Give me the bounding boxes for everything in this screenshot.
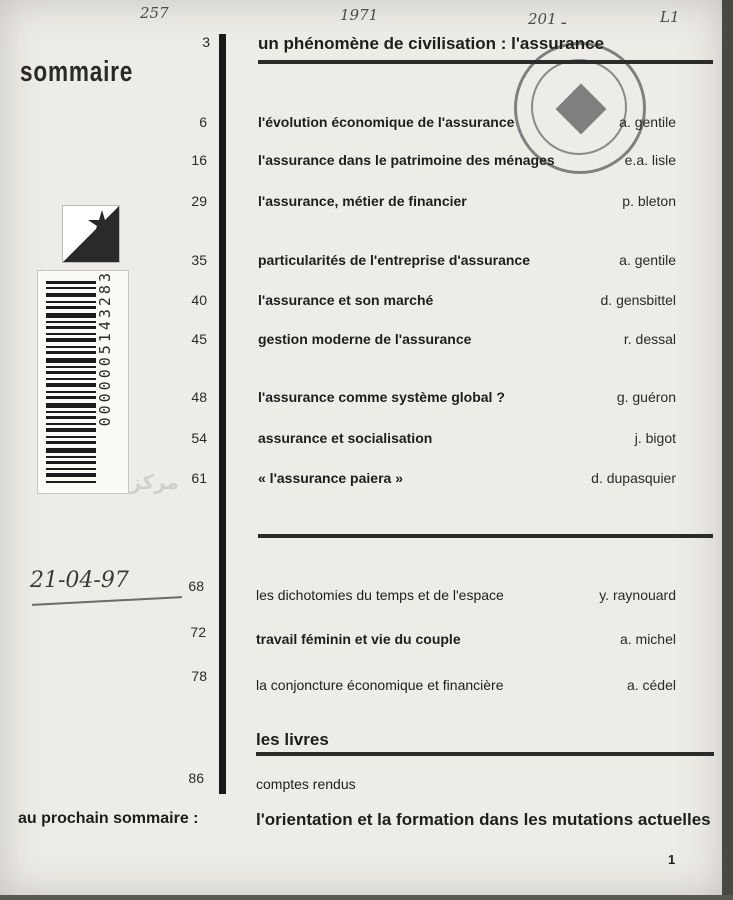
logo-star-icon	[87, 210, 117, 240]
headline-page-number: 3	[202, 34, 210, 50]
toc-page-number: 35	[191, 252, 207, 268]
library-barcode	[37, 270, 129, 494]
toc-entry-title: l'assurance comme système global ?	[258, 389, 505, 405]
toc-page-number: 6	[199, 114, 207, 130]
toc-entry-author: r. dessal	[623, 331, 676, 347]
toc-entry-title: travail féminin et vie du couple	[256, 631, 461, 647]
page-title: sommaire	[20, 56, 134, 88]
toc-entry-author: a. gentile	[619, 114, 676, 130]
books-heading: les livres	[256, 730, 329, 749]
toc-entry-title: l'assurance, métier de financier	[258, 193, 467, 209]
faint-stamp-text: ﻣﺮﻛﺰ	[130, 472, 179, 494]
toc-entry-author: e.a. lisle	[624, 152, 676, 168]
barcode-number: 0000005143283	[96, 270, 114, 427]
toc-page-number: 72	[190, 624, 206, 640]
toc-page-number: 48	[191, 389, 207, 405]
toc-entry-author: g. guéron	[616, 389, 676, 405]
section-rule	[258, 534, 713, 538]
handwritten-date: 21-04-97	[30, 568, 129, 593]
toc-page-number: 61	[191, 470, 207, 486]
vertical-divider	[219, 34, 226, 794]
publisher-logo	[62, 205, 120, 263]
scan-bottom-edge	[0, 895, 733, 900]
handwritten-code: L1	[660, 8, 680, 26]
toc-entry-author: a. michel	[619, 631, 676, 647]
headline-title: un phénomène de civilisation : l'assurance	[258, 34, 605, 53]
toc-entry-author: j. bigot	[634, 430, 676, 446]
toc-entry-title: gestion moderne de l'assurance	[258, 331, 472, 347]
toc-entry-author: a. gentile	[619, 252, 676, 268]
toc-page-number: 45	[191, 331, 207, 347]
handwritten-number-right: ـ 201	[528, 10, 566, 28]
headline-rule	[258, 60, 713, 64]
toc-entry-author: d. dupasquier	[591, 470, 676, 486]
toc-entry-title: « l'assurance paiera »	[258, 470, 403, 486]
books-page-number: 86	[188, 770, 204, 786]
toc-page-number: 68	[188, 578, 204, 594]
toc-page-number: 78	[191, 668, 207, 684]
toc-entry-title: l'assurance et son marché	[258, 292, 434, 308]
toc-page-number: 16	[191, 152, 207, 168]
toc-entry-title: l'évolution économique de l'assurance	[258, 114, 515, 130]
toc-entry-author: y. raynouard	[599, 587, 676, 603]
toc-page-number: 40	[191, 292, 207, 308]
next-issue-title: l'orientation et la formation dans les mutations actuelles	[256, 810, 711, 829]
toc-entry-title: l'assurance dans le patrimoine des ménages	[258, 152, 555, 168]
toc-entry-author: a. cédel	[626, 677, 676, 693]
stamp-ring	[531, 59, 627, 155]
next-issue-label: au prochain sommaire :	[18, 810, 199, 827]
toc-entry-title: assurance et socialisation	[258, 430, 433, 446]
date-underline	[32, 596, 182, 606]
toc-entry-title: les dichotomies du temps et de l'espace	[256, 587, 504, 603]
books-rule	[256, 752, 714, 756]
books-entry: comptes rendus	[256, 776, 356, 792]
page-number: 1	[668, 852, 676, 867]
handwritten-number-center: 1971	[340, 6, 379, 24]
barcode-icon	[38, 271, 128, 493]
toc-page-number: 29	[191, 193, 207, 209]
toc-entry-title: particularités de l'entreprise d'assurance	[258, 252, 530, 268]
toc-page-number: 54	[191, 430, 207, 446]
handwritten-number-left: 257	[140, 4, 169, 22]
toc-entry-title: la conjoncture économique et financière	[256, 677, 504, 693]
toc-entry-author: p. bleton	[622, 193, 676, 209]
toc-entry-author: d. gensbittel	[600, 292, 676, 308]
page-binding-edge	[722, 0, 733, 900]
